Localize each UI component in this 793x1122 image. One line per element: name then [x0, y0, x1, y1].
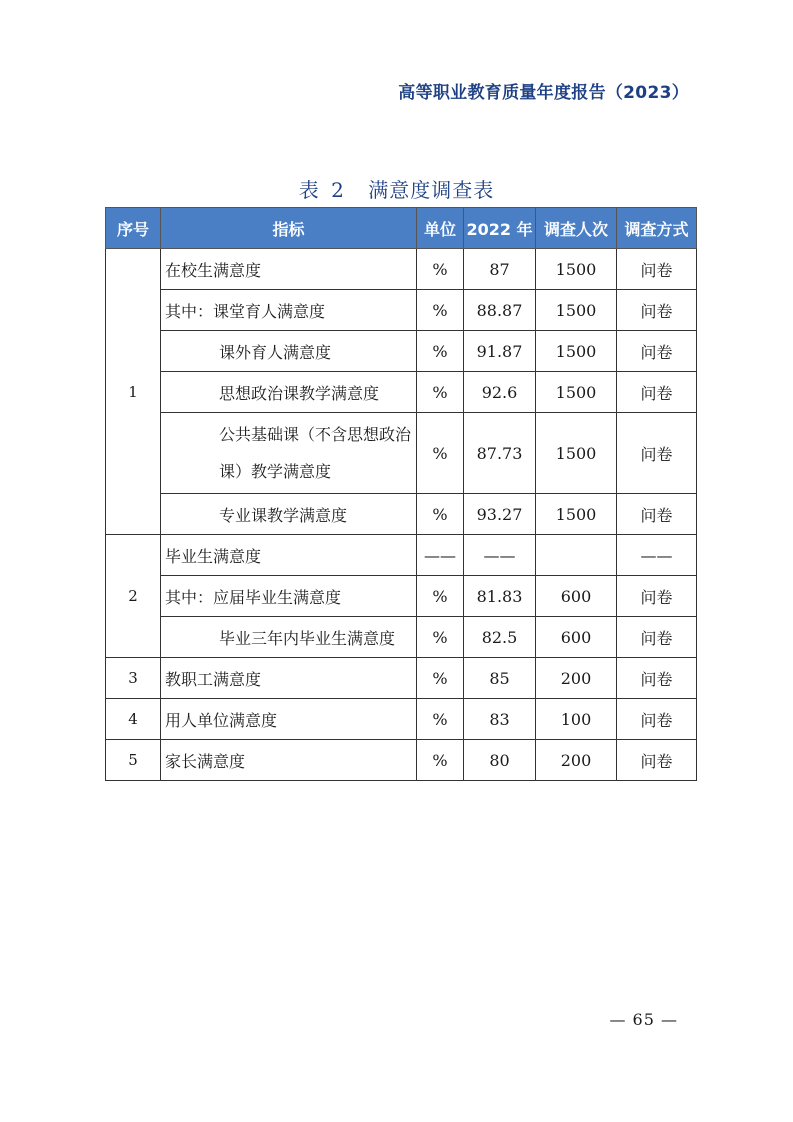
- column-header-count: 调查人次: [536, 208, 617, 249]
- method-cell: 问卷: [617, 576, 697, 617]
- count-cell: 1500: [536, 331, 617, 372]
- table-caption: [0, 174, 793, 203]
- seq-cell: 1: [106, 249, 161, 535]
- indicator-cell: 家长满意度: [161, 740, 417, 781]
- unit-cell: %: [417, 413, 464, 494]
- seq-cell: 2: [106, 535, 161, 658]
- indicator-cell: 用人单位满意度: [161, 699, 417, 740]
- table-caption-text: 满意度调查表: [368, 178, 495, 202]
- count-cell: [536, 535, 617, 576]
- count-cell: 200: [536, 658, 617, 699]
- value-cell: 88.87: [464, 290, 536, 331]
- method-cell: ——: [617, 535, 697, 576]
- count-cell: 100: [536, 699, 617, 740]
- count-cell: 1500: [536, 494, 617, 535]
- column-header-seq: 序号: [106, 208, 161, 249]
- method-cell: 问卷: [617, 494, 697, 535]
- value-cell: 85: [464, 658, 536, 699]
- unit-cell: %: [417, 658, 464, 699]
- count-cell: 1500: [536, 372, 617, 413]
- indicator-cell: 思想政治课教学满意度: [161, 372, 417, 413]
- unit-cell: %: [417, 617, 464, 658]
- method-cell: 问卷: [617, 658, 697, 699]
- running-header: 高等职业教育质量年度报告（2023）: [398, 83, 689, 103]
- value-cell: 91.87: [464, 331, 536, 372]
- unit-cell: %: [417, 372, 464, 413]
- value-cell: 92.6: [464, 372, 536, 413]
- page-number: — 65 —: [609, 1010, 678, 1029]
- unit-cell: %: [417, 331, 464, 372]
- table-row: [106, 290, 697, 331]
- unit-cell: %: [417, 494, 464, 535]
- table-row: [106, 699, 697, 740]
- indicator-cell: 教职工满意度: [161, 658, 417, 699]
- method-cell: 问卷: [617, 699, 697, 740]
- count-cell: 1500: [536, 249, 617, 290]
- unit-cell: %: [417, 699, 464, 740]
- unit-cell: %: [417, 576, 464, 617]
- indicator-cell: 课外育人满意度: [161, 331, 417, 372]
- table-row: [106, 372, 697, 413]
- unit-cell: ——: [417, 535, 464, 576]
- column-header-unit: 单位: [417, 208, 464, 249]
- value-cell: 87: [464, 249, 536, 290]
- table-row: [106, 413, 697, 494]
- indicator-cell: 公共基础课（不含思想政治课）教学满意度: [161, 413, 417, 494]
- seq-cell: 5: [106, 740, 161, 781]
- count-cell: 600: [536, 617, 617, 658]
- count-cell: 600: [536, 576, 617, 617]
- satisfaction-survey-table: [105, 207, 697, 781]
- count-cell: 1500: [536, 413, 617, 494]
- unit-cell: %: [417, 290, 464, 331]
- indicator-cell: 其中：课堂育人满意度: [161, 290, 417, 331]
- table-row: [106, 617, 697, 658]
- table-caption-label: 表: [298, 178, 320, 202]
- method-cell: 问卷: [617, 290, 697, 331]
- method-cell: 问卷: [617, 413, 697, 494]
- indicator-cell: 专业课教学满意度: [161, 494, 417, 535]
- seq-cell: 3: [106, 658, 161, 699]
- table-row: [106, 658, 697, 699]
- count-cell: 200: [536, 740, 617, 781]
- column-header-value: 2022 年: [464, 208, 536, 249]
- table-row: [106, 740, 697, 781]
- method-cell: 问卷: [617, 372, 697, 413]
- table-row: [106, 249, 697, 290]
- method-cell: 问卷: [617, 617, 697, 658]
- table-row: [106, 576, 697, 617]
- table-row: [106, 535, 697, 576]
- column-header-method: 调查方式: [617, 208, 697, 249]
- method-cell: 问卷: [617, 249, 697, 290]
- method-cell: 问卷: [617, 740, 697, 781]
- value-cell: 87.73: [464, 413, 536, 494]
- value-cell: 80: [464, 740, 536, 781]
- table-header-row: [106, 208, 697, 249]
- table-caption-number: 2: [331, 178, 345, 202]
- indicator-cell: 毕业三年内毕业生满意度: [161, 617, 417, 658]
- unit-cell: %: [417, 249, 464, 290]
- column-header-indicator: 指标: [161, 208, 417, 249]
- indicator-cell: 其中：应届毕业生满意度: [161, 576, 417, 617]
- count-cell: 1500: [536, 290, 617, 331]
- method-cell: 问卷: [617, 331, 697, 372]
- value-cell: 81.83: [464, 576, 536, 617]
- indicator-cell: 毕业生满意度: [161, 535, 417, 576]
- value-cell: ——: [464, 535, 536, 576]
- value-cell: 93.27: [464, 494, 536, 535]
- value-cell: 83: [464, 699, 536, 740]
- unit-cell: %: [417, 740, 464, 781]
- indicator-cell: 在校生满意度: [161, 249, 417, 290]
- table-row: [106, 331, 697, 372]
- value-cell: 82.5: [464, 617, 536, 658]
- table-row: [106, 494, 697, 535]
- seq-cell: 4: [106, 699, 161, 740]
